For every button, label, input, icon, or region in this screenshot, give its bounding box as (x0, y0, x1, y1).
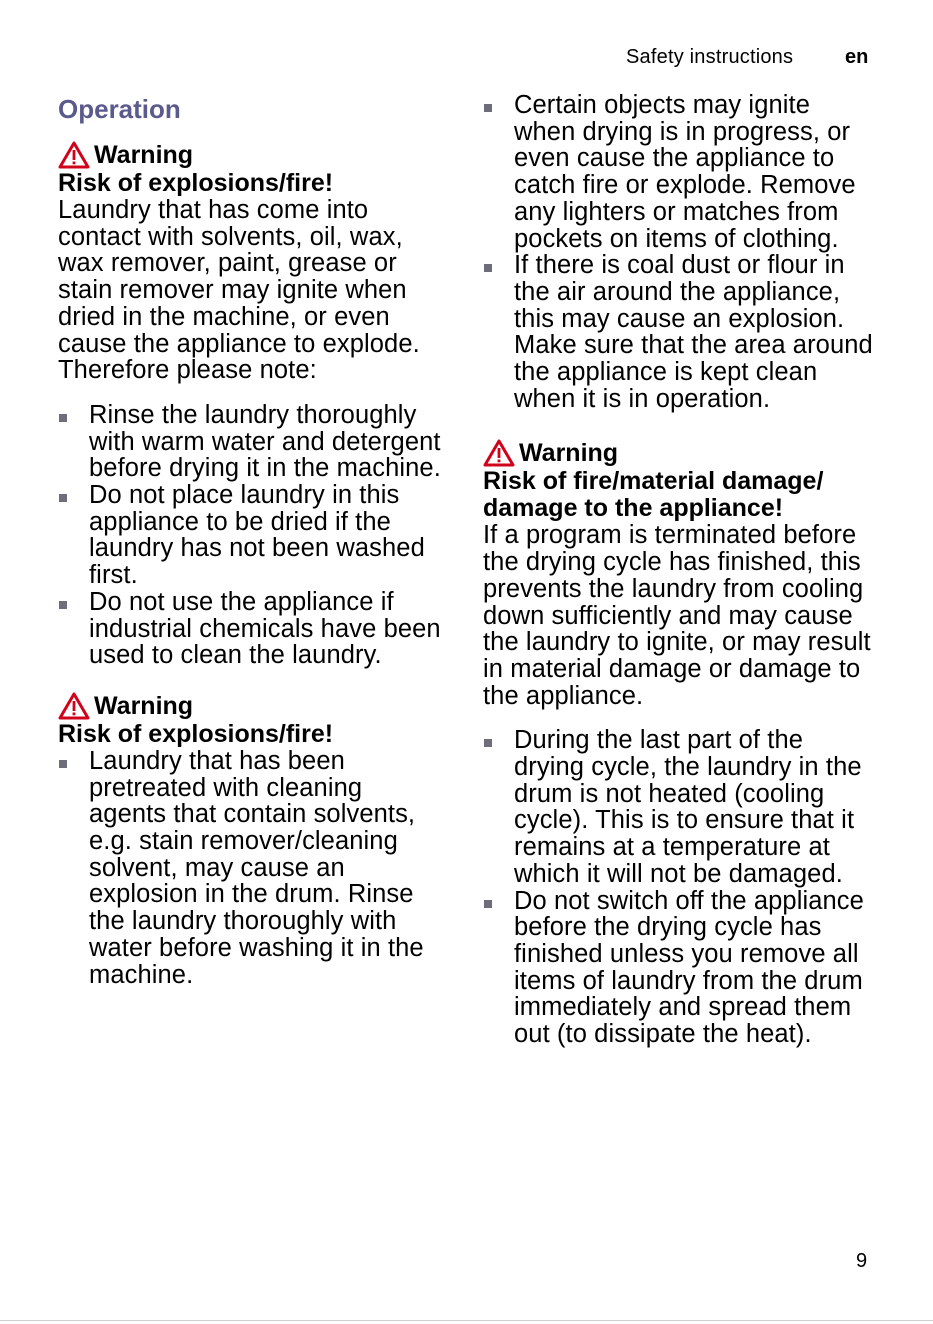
warning-block-fire-damage (483, 438, 878, 709)
warning-label: Warning (519, 439, 619, 468)
bullet-square-icon (59, 601, 67, 609)
list-item: Laundry that has been pretreated with cleaning agents that contain solvents, e.g. stain remover/cleaning solvent, may cause an explosion in the drum. Rinse the laundry thoroughly with water before washing it in the machine. (58, 748, 443, 988)
risk-heading: Risk of fire/material damage/ damage to the appliance! (483, 467, 824, 523)
list-item: Do not use the appliance if industrial chemicals have been used to clean the laundry. (58, 589, 443, 669)
right-column (483, 92, 878, 1048)
page-number: 9 (856, 1250, 868, 1272)
risk-heading: Risk of explosions/fire! (58, 719, 334, 748)
header-language-code: en (845, 46, 869, 68)
warning-heading (483, 438, 878, 468)
list-item: Do not switch off the appliance before the drying cycle has finished unless you remove all items of laundry from the drum immediately and spread them out (to dissipate the heat). (483, 888, 878, 1048)
section-title: Operation (58, 94, 181, 124)
bullet-square-icon (484, 264, 492, 272)
left-column (58, 92, 443, 988)
warning-text: If a program is terminated before the drying cycle has finished, this prevents the laundry from cooling down sufficiently and may cause the laundry to ignite, or may result in material damage or damage to the appliance. (483, 521, 871, 710)
warning-block-explosions-2 (58, 691, 443, 988)
bullet-square-icon (484, 104, 492, 112)
bullet-square-icon (59, 760, 67, 768)
bullet-list-cooling (483, 727, 878, 1047)
header-section-title: Safety instructions (626, 46, 794, 68)
warning-label: Warning (94, 691, 194, 720)
bullet-square-icon (59, 414, 67, 422)
list-item: Certain objects may ignite when drying is in progress, or even cause the appliance to catch fire or explode. Remove any lighters or matches from pockets on items of clothing. (483, 92, 878, 252)
warning-triangle-icon (483, 439, 515, 467)
warning-triangle-icon (58, 692, 90, 720)
warning-block-explosions-1 (58, 140, 443, 384)
warning-heading (58, 140, 443, 170)
list-item: Do not place laundry in this appliance to be dried if the laundry has not been washed first. (58, 482, 443, 589)
warning-label: Warning (94, 141, 194, 169)
risk-heading: Risk of explosions/fire! (58, 169, 334, 197)
bullet-square-icon (59, 494, 67, 502)
list-item: If there is coal dust or flour in the air around the appliance, this may cause an explosion. Make sure that the area around the appliance is kept clean when it is in operation. (483, 252, 878, 412)
bullet-list-ignition (483, 92, 878, 412)
bullet-square-icon (484, 739, 492, 747)
bullet-square-icon (484, 900, 492, 908)
list-item: Rinse the laundry thoroughly with warm water and detergent before drying it in the machine. (58, 402, 443, 482)
bullet-list-pretreated (58, 748, 443, 988)
bullet-list-precautions (58, 402, 443, 669)
list-item: During the last part of the drying cycle, the laundry in the drum is not heated (cooling cycle). This is to ensure that it remains at a temperature at which it will not be damaged. (483, 727, 878, 887)
page-header (0, 44, 933, 74)
bottom-divider (0, 1320, 933, 1321)
warning-text: Laundry that has come into contact with solvents, oil, wax, wax remover, paint, grease or stain remover may ignite when dried in the machine, or even cause the appliance to explode. Therefore please note: (58, 196, 420, 385)
warning-heading (58, 691, 443, 721)
warning-triangle-icon (58, 141, 90, 169)
